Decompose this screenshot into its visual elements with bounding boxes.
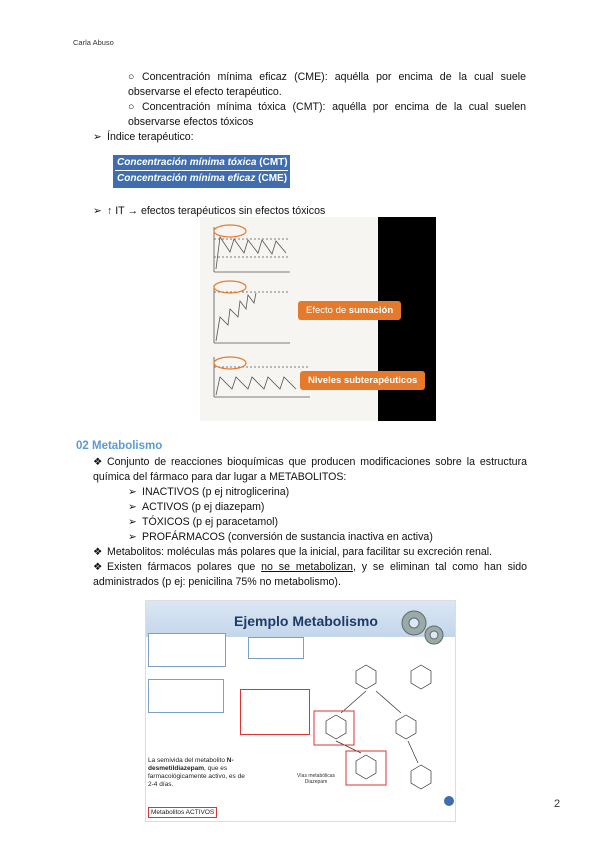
page-number: 2 [554,798,561,810]
arrow-bullet-icon: ➢ [128,516,137,528]
arrow-bullet-icon: ➢ [128,486,137,498]
diamond-bullet-icon: ❖ [93,456,103,468]
list-item: ➢ PROFÁRMACOS (conversión de sustancia inactiva en activa) [128,531,433,543]
list-item [128,100,526,130]
diamond-bullet-icon: ❖ [93,546,103,558]
subtherapeutic-levels-label: Niveles subterapéuticos [300,371,425,390]
list-item: ➢ ACTIVOS (p ej diazepam) [128,501,265,513]
list-item: ❖ Existen fármacos polares que no se metabolizan, y se eliminan tal como han sido administrados (p ej: penicilina 75% no metabolismo). [93,561,528,588]
pharmacokinetic-curves-figure [200,217,436,421]
indice-line: ➢ Índice terapéutico: [93,131,194,143]
summation-effect-label: Efecto de sumación [298,301,401,320]
list-item: ❖ Conjunto de reacciones bioquímicas que producen modificaciones sobre la estructura química del fármaco para dar lugar a METABOLITOS: [93,456,527,483]
arrow-bullet-icon: ➢ [93,131,102,143]
list-text: Concentración mínima eficaz (CME): aquélla por encima de la cual suele observarse el efecto terapéutico. [128,71,526,98]
slide-note [148,679,224,713]
slide-note [148,633,226,667]
arrow-bullet-icon: ➢ [128,501,137,513]
list-item: ➢ INACTIVOS (p ej nitroglicerina) [128,486,290,498]
active-metabolites-label: Metabolitos ACTIVOS [148,807,217,818]
slide-note [240,689,310,735]
metabolite-types-list [128,485,433,545]
arrow-bullet-icon: ➢ [93,205,102,217]
slide-note [248,637,304,659]
slide-title: Ejemplo Metabolismo [234,613,378,629]
section-title: 02 Metabolismo [76,440,163,452]
it-line: ➢ ↑ IT → efectos terapéuticos sin efectos tóxicos [93,205,326,217]
therapeutic-index-fraction: Concentración mínima tóxica (CMT) Concentración mínima eficaz (CME) [113,155,290,188]
arrow-bullet-icon: ➢ [128,531,137,543]
diamond-bullet-icon: ❖ [93,561,103,573]
author-header: Carla Abuso [73,38,114,47]
circle-bullet-icon: ○ [128,71,135,83]
list-item: ➢ TÓXICOS (p ej paracetamol) [128,516,278,528]
list-text: Concentración mínima tóxica (CMT): aquélla por encima de la cual suelen observarse efectos tóxicos [128,101,526,128]
half-life-note: La semivida del metabolito N-desmetildiazepam, que es farmacológicamente activo, es de 2-4 días. [148,757,245,788]
list-item: ❖ Metabolitos: moléculas más polares que la inicial, para facilitar su excreción renal. [93,546,493,558]
list-item [128,70,526,100]
circle-bullet-icon: ○ [128,101,135,113]
pathway-label: Vías metabólicas Diazepam [296,773,336,785]
metabolism-example-slide [145,600,456,822]
